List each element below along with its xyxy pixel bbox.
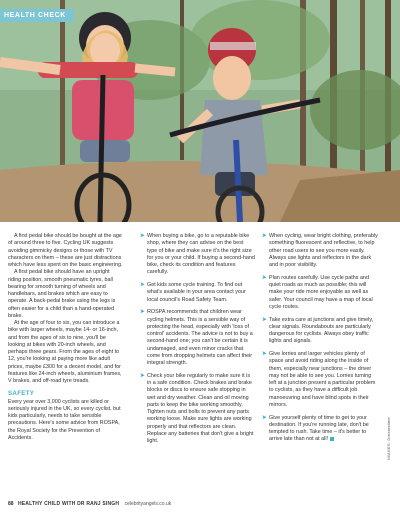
tip-item: ➤ Get kids some cycle training. To find out what's available in your area contact your local council's Road Safety Team. — [140, 282, 246, 303]
paragraph: A first pedal bike should have an upright riding position, smooth pneumatic tyres, ball bearing for smooth turning of wheels and handlebars, and brakes which are easy to operate. A back-pedal brake using the legs is often easier for a child than a hand-operated brake. — [8, 269, 116, 319]
column-middle — [140, 233, 255, 451]
tip-item: ➤ Check your bike regularly to make sure it is in a safe condition. Check brakes and brake blocks or discs to ensure safe stopping in wet and dry weather. Clean and oil moving parts to keep the bike working smoothly. Tighten nuts and bolts to prevent any parts working loose. Make sure lights are working properly and that reflectors are clean. Replace any batteries that don't give a bright light. — [140, 372, 254, 444]
paragraph: A first pedal bike should be bought at the age of around three to five. Cycling UK suggests avoiding gimmicky designs or those with TV characters on them – these are just distractions which have less spent on the basic engineering. — [8, 233, 123, 268]
arrow-bullet-icon: ➤ — [140, 309, 145, 316]
arrow-bullet-icon: ➤ — [140, 282, 145, 288]
website-url: celebrityangels.co.uk — [124, 501, 172, 507]
column-right — [262, 233, 379, 449]
tip-item: ➤ ROSPA recommends that children wear cycling helmets. This is a sensible way of protecting the head, especially with 'loss of control' accidents. The advice is not to buy a second-hand one; you can't be certain it is undamaged, and even minor cracks that come from dropping helmets can affect their integral strength. — [140, 309, 253, 366]
page-number: 88 — [8, 501, 14, 507]
tip-item: ➤ Give lorries and larger vehicles plenty of space and avoid riding along the inside of them, especially near junctions – the driver may not be able to see you. Lorries turning left at a junction present a particular problem to cyclists, as they have a difficult job manoeuvring and have blind spots in their mirrors. — [262, 351, 376, 408]
arrow-bullet-icon: ➤ — [262, 351, 267, 357]
arrow-bullet-icon: ➤ — [140, 233, 145, 239]
section-tag: HEALTH CHECK — [0, 9, 74, 22]
children-cycling-photo — [0, 0, 400, 222]
paragraph: Every year over 3,000 cyclists are killed or seriously injured in the UK, so every cyclist, but kids particularly, needs to take sensible precautions. Here's some advice from ROSPA, the Royal Society for the Prevention of Accidents. — [8, 398, 121, 441]
page-footer — [8, 501, 171, 507]
hero-photo — [0, 0, 400, 222]
tip-item: ➤ When buying a bike, go to a reputable bike shop, where they can advise on the best type of bike and make sure it's the right size for you or your child. If buying a second-hand bike, check its condition and features carefully. — [140, 233, 255, 276]
tip-item: ➤ Give yourself plenty of time to get to your destination. If you're running late, don't be tempted to rush. Take time – it's better to arrive late than not at all! — [262, 414, 369, 443]
arrow-bullet-icon: ➤ — [262, 233, 267, 239]
paragraph: At the age of four to six, you can introduce a bike with larger wheels, maybe 14- or 16-inch, and from the ages of six to nine, you'll be looking at bikes with 20-inch wheels, and perhaps three gears. From the ages of eight to 12, you're looking at paying more like adult prices, maybe £300 for a decent model, and for features like 24-inch wheels, aluminium frames, V brakes, and off-road tyre treads. — [8, 320, 122, 384]
arrow-bullet-icon: ➤ — [262, 414, 267, 421]
arrow-bullet-icon: ➤ — [262, 274, 267, 281]
arrow-bullet-icon: ➤ — [140, 372, 145, 379]
arrow-bullet-icon: ➤ — [262, 316, 267, 323]
safety-heading: SAFETY — [8, 390, 35, 398]
tip-item: ➤ Plan routes carefully. Use cycle paths and quiet roads as much as possible; this will make your ride more enjoyable as well as safer. Your council may have a map of local cycle routes. — [262, 274, 373, 310]
publication-name: HEALTHY CHILD WITH DR RANJ SINGH — [17, 501, 120, 507]
tip-item: ➤ When cycling, wear bright clothing, preferably something fluorescent and reflective, to help other road users to see you more easily. Always use lights and reflectors in the dark and in poor visibility. — [262, 233, 378, 268]
photo-credit: IMAGES: Dreamstime — [386, 417, 391, 460]
end-mark-icon — [330, 437, 334, 441]
tip-item: ➤ Take extra care at junctions and give timely, clear signals. Roundabouts are particularly dangerous for cyclists. Always obey traffic lights and signals. — [262, 316, 374, 345]
column-left — [8, 233, 123, 442]
